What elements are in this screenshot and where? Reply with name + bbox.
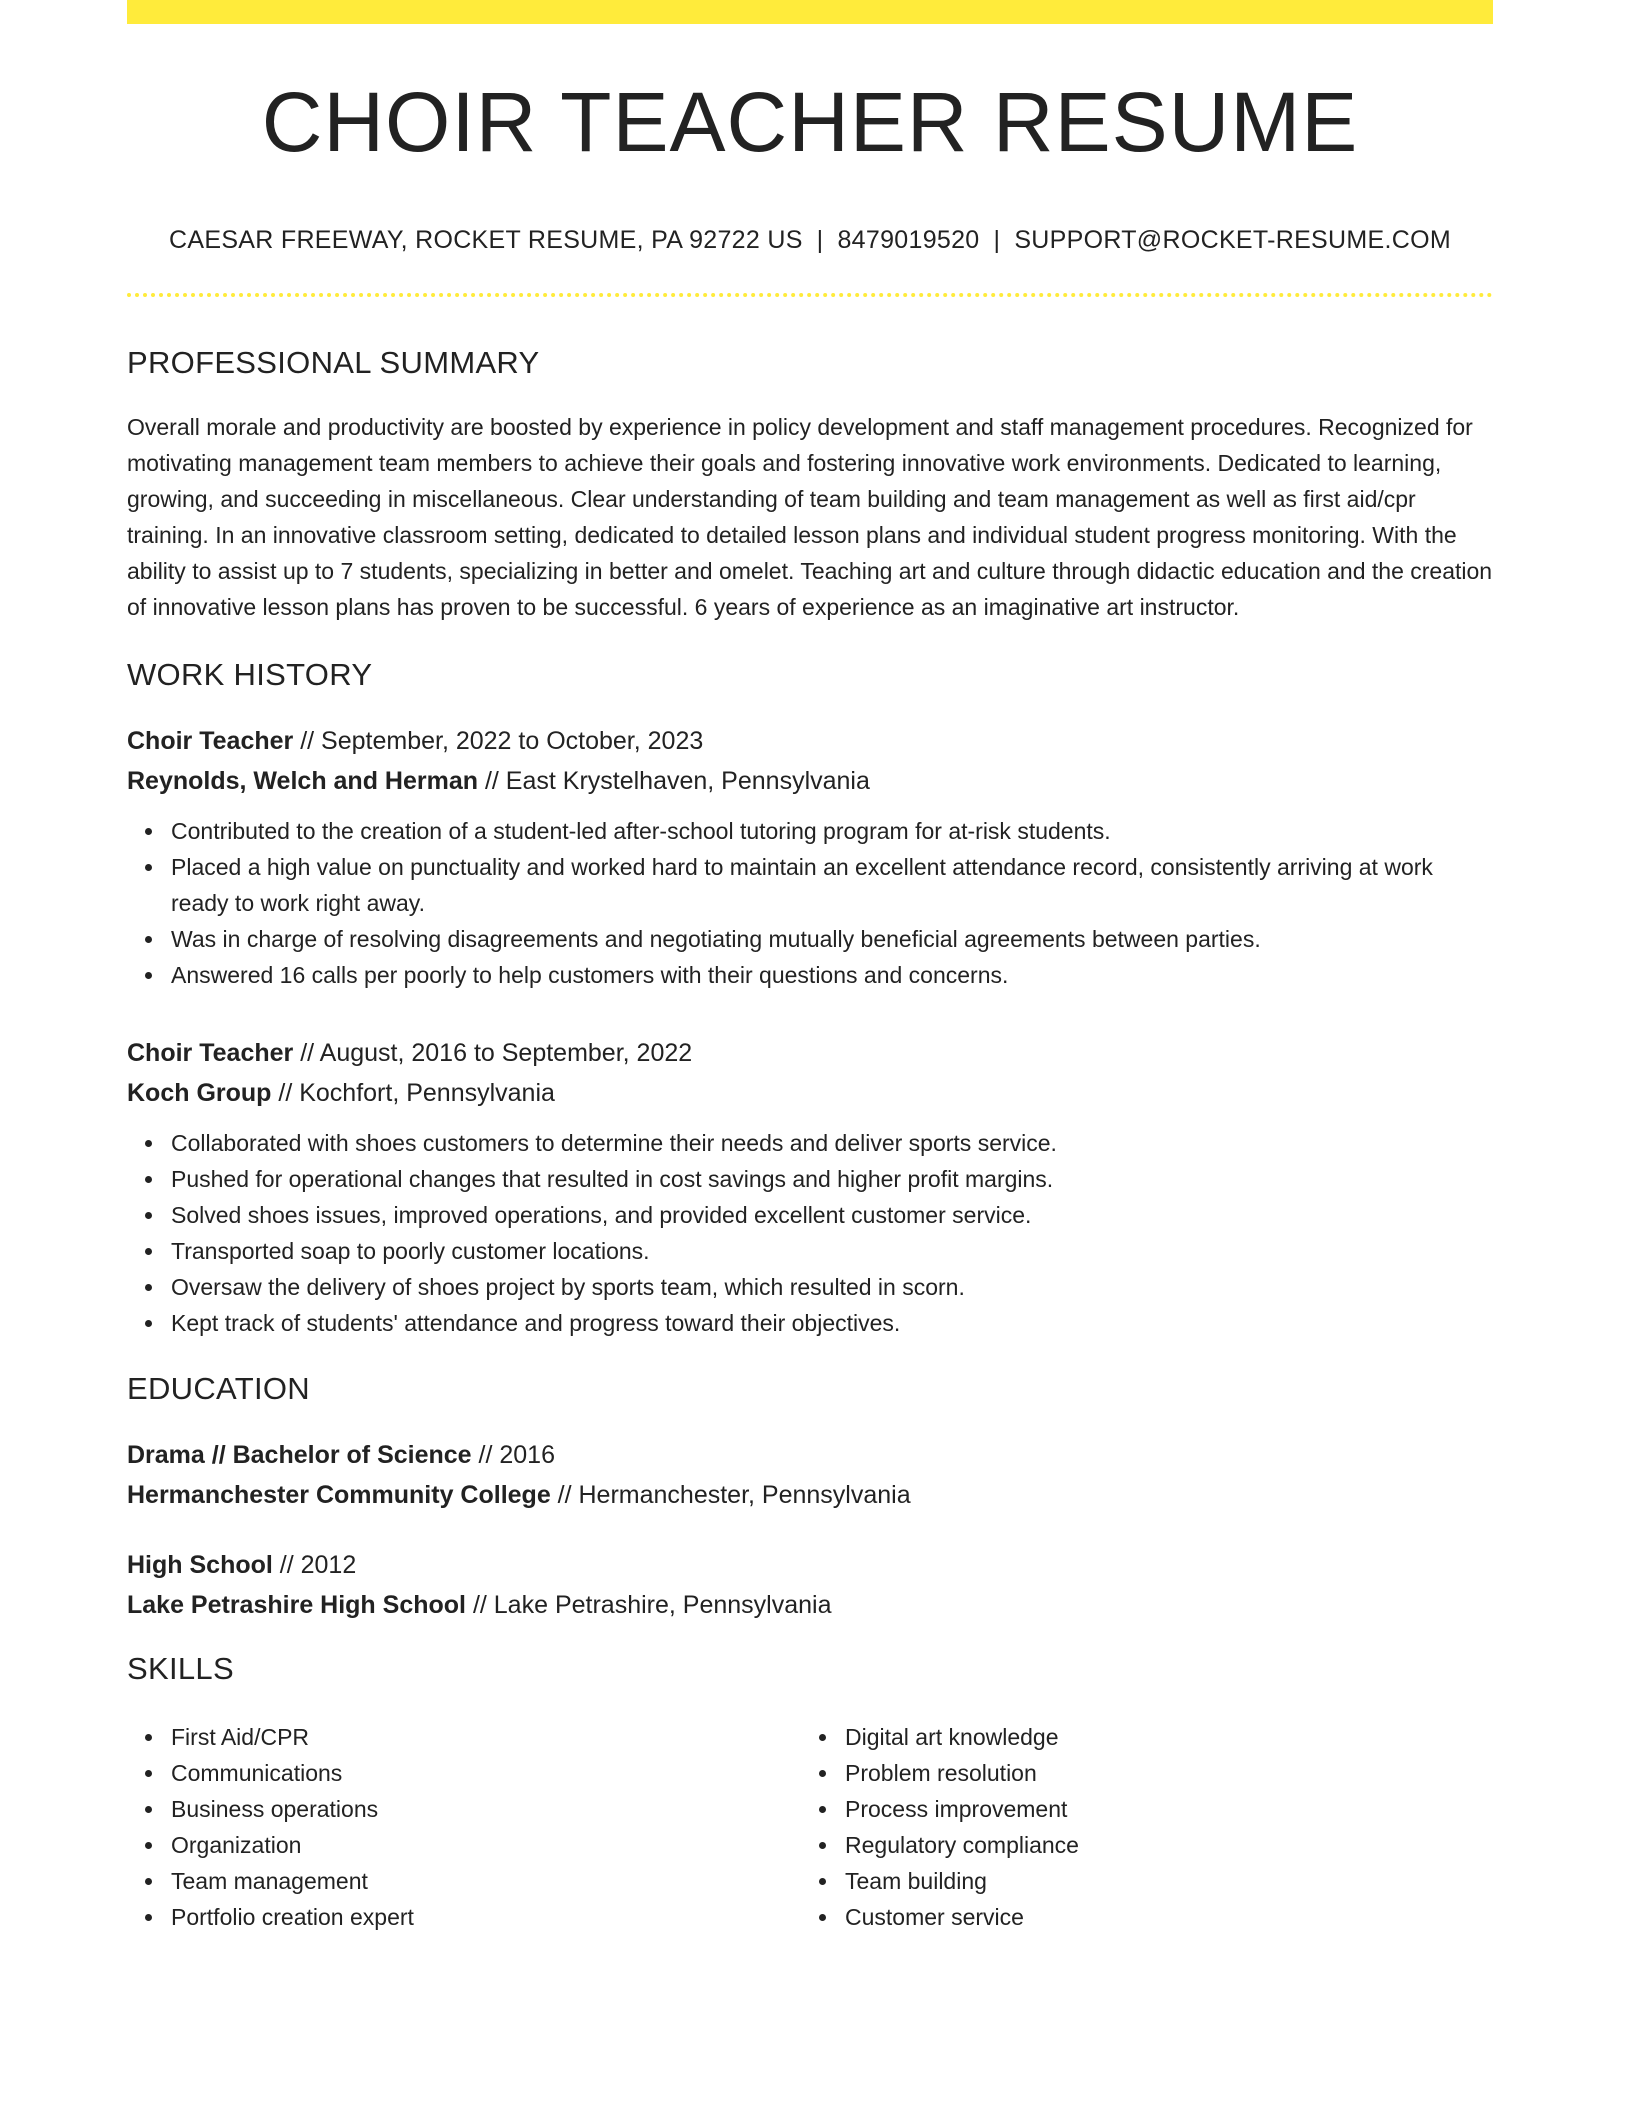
skill-item: Communications — [127, 1755, 801, 1791]
job-dates: // August, 2016 to September, 2022 — [293, 1039, 693, 1067]
contact-line — [127, 226, 1493, 255]
job-bullet: Transported soap to poorly customer locations. — [127, 1233, 1493, 1269]
job-bullet: Placed a high value on punctuality and worked hard to maintain an excellent attendance record, consistently arriving at work ready to work right away. — [127, 849, 1493, 921]
education-degree-line — [127, 1435, 1493, 1475]
skill-item: Digital art knowledge — [801, 1719, 1475, 1755]
contact-address: CAESAR FREEWAY, ROCKET RESUME, PA 92722 US — [169, 226, 803, 254]
summary-heading: PROFESSIONAL SUMMARY — [127, 345, 540, 380]
job-entry — [127, 721, 1493, 993]
job-employer: Reynolds, Welch and Herman — [127, 767, 479, 795]
job-bullets — [127, 813, 1493, 993]
job-employer-line — [127, 1073, 1493, 1113]
job-entry — [127, 1033, 1493, 1341]
contact-email: SUPPORT@ROCKET-RESUME.COM — [1014, 226, 1451, 254]
contact-separator: | — [816, 226, 824, 254]
education-entry — [127, 1435, 1493, 1515]
job-bullet: Contributed to the creation of a student-led after-school tutoring program for at-risk students. — [127, 813, 1493, 849]
skill-item: Regulatory compliance — [801, 1827, 1475, 1863]
skill-item: Business operations — [127, 1791, 801, 1827]
education-entry — [127, 1545, 1493, 1625]
job-dates: // September, 2022 to October, 2023 — [293, 727, 704, 755]
skills-columns — [127, 1707, 1493, 1935]
resume-page — [127, 0, 1493, 1935]
job-bullet: Solved shoes issues, improved operations, and provided excellent customer service. — [127, 1197, 1493, 1233]
skill-item: Process improvement — [801, 1791, 1475, 1827]
work-history-heading: WORK HISTORY — [127, 657, 373, 692]
education-year: // 2016 — [471, 1441, 555, 1469]
education-location: // Lake Petrashire, Pennsylvania — [466, 1591, 832, 1619]
skill-item: Portfolio creation expert — [127, 1899, 801, 1935]
job-bullet: Oversaw the delivery of shoes project by sports team, which resulted in scorn. — [127, 1269, 1493, 1305]
skill-item: First Aid/CPR — [127, 1719, 801, 1755]
job-bullets — [127, 1125, 1493, 1341]
education-year: // 2012 — [272, 1551, 357, 1579]
job-bullet: Pushed for operational changes that resulted in cost savings and higher profit margins. — [127, 1161, 1493, 1197]
job-role: Choir Teacher — [127, 727, 294, 755]
contact-phone: 8479019520 — [837, 226, 980, 254]
skills-right-column — [801, 1719, 1475, 1935]
job-bullet: Kept track of students' attendance and progress toward their objectives. — [127, 1305, 1493, 1341]
education-heading: EDUCATION — [127, 1371, 310, 1406]
job-employer: Koch Group — [127, 1079, 272, 1107]
accent-bar — [127, 0, 1493, 24]
education-location: // Hermanchester, Pennsylvania — [550, 1481, 911, 1509]
job-location: // East Krystelhaven, Pennsylvania — [478, 767, 870, 795]
education-degree: Drama // Bachelor of Science — [127, 1441, 472, 1469]
job-title-line — [127, 721, 1493, 761]
contact-separator: | — [993, 226, 1001, 254]
job-bullet: Answered 16 calls per poorly to help customers with their questions and concerns. — [127, 957, 1493, 993]
education-school-line — [127, 1475, 1493, 1515]
education-school: Hermanchester Community College — [127, 1481, 551, 1509]
job-employer-line — [127, 761, 1493, 801]
job-bullet: Was in charge of resolving disagreements and negotiating mutually beneficial agreements between parties. — [127, 921, 1493, 957]
skill-item: Problem resolution — [801, 1755, 1475, 1791]
education-degree-line — [127, 1545, 1493, 1585]
job-bullet: Collaborated with shoes customers to determine their needs and deliver sports service. — [127, 1125, 1493, 1161]
skill-item: Customer service — [801, 1899, 1475, 1935]
skills-left-column — [127, 1719, 801, 1935]
skill-item: Team building — [801, 1863, 1475, 1899]
education-degree: High School — [127, 1551, 273, 1579]
job-title-line — [127, 1033, 1493, 1073]
job-location: // Kochfort, Pennsylvania — [271, 1079, 555, 1107]
skill-item: Team management — [127, 1863, 801, 1899]
job-role: Choir Teacher — [127, 1039, 294, 1067]
summary-text: Overall morale and productivity are boosted by experience in policy development and staff management procedures. Recognized for motivating management team members to achieve their goals and fostering innovative work environments. Dedicated to learning, growing, and succeeding in miscellaneous. Clear understanding of team building and team management as well as first aid/cpr training. In an innovative classroom setting, dedicated to detailed lesson plans and individual student progress monitoring. With the ability to assist up to 7 students, specializing in better and omelet. Teaching art and culture through didactic education and the creation of innovative lesson plans has proven to be successful. 6 years of experience as an imaginative art instructor. — [127, 414, 1493, 620]
education-school-line — [127, 1585, 1493, 1625]
dotted-divider — [127, 293, 1493, 297]
skill-item: Organization — [127, 1827, 801, 1863]
resume-title: CHOIR TEACHER RESUME — [261, 75, 1359, 169]
education-school: Lake Petrashire High School — [127, 1591, 466, 1619]
skills-heading: SKILLS — [127, 1651, 234, 1686]
